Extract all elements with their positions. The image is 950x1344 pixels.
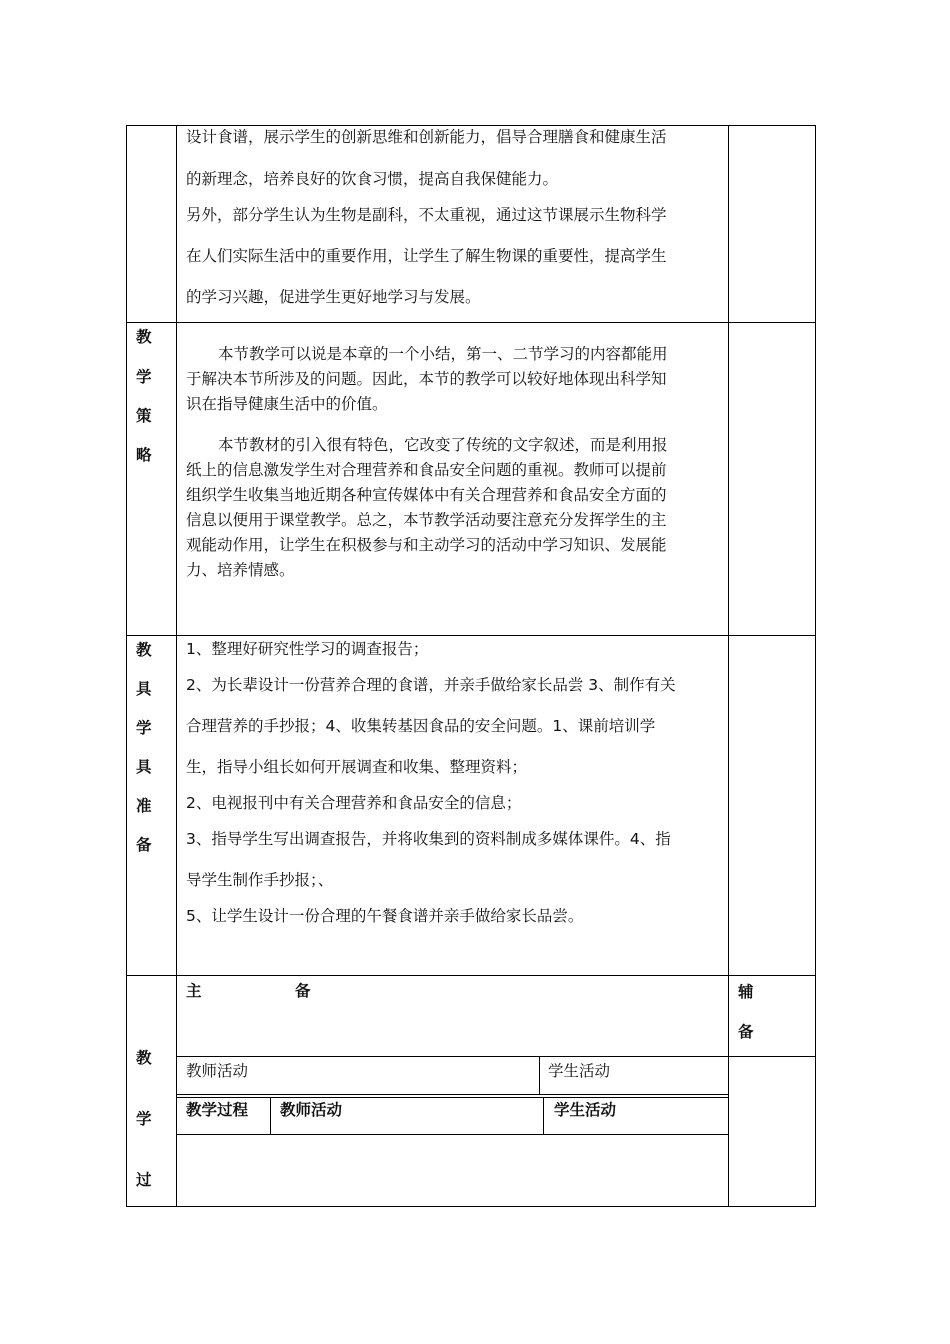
list-item: 5、让学生设计一份合理的午餐食谱并亲手做给家长品尝。 — [186, 907, 584, 925]
paragraph-line: 识在指导健康生活中的价值。 — [186, 395, 388, 413]
label-char: 学 — [136, 368, 152, 386]
list-item: 2、为长辈设计一份营养合理的食谱，并亲手做给家长品尝 3、制作有关 — [186, 676, 676, 694]
label-char: 策 — [136, 407, 152, 425]
row-divider-1 — [126, 322, 816, 323]
right-column-divider-lower — [728, 1056, 729, 1207]
inner-header-process: 教学过程 — [186, 1101, 249, 1119]
list-item: 1、整理好研究性学习的调查报告； — [186, 640, 429, 658]
inner-table-col-2 — [543, 1097, 544, 1135]
list-item: 导学生制作手抄报；、 — [186, 871, 334, 889]
list-item: 合理营养的手抄报；4、收集转基因食品的安全问题。1、课前培训学 — [186, 717, 656, 735]
inner-table-top — [176, 1097, 729, 1098]
process-activity-divider — [539, 1056, 540, 1095]
label-char: 教 — [136, 1049, 152, 1067]
label-char: 略 — [136, 446, 152, 464]
label-char: 具 — [136, 758, 152, 776]
paragraph-line: 的学习兴趣，促进学生更好地学习与发展。 — [186, 288, 481, 306]
table-border-right — [815, 125, 816, 1207]
paragraph-line: 在人们实际生活中的重要作用，让学生了解生物课的重要性，提高学生 — [186, 247, 667, 265]
inner-header-student: 学生活动 — [554, 1101, 617, 1119]
paragraph-line: 观能动作用，让学生在积极参与和主动学习的活动中学习知识、发展能 — [186, 536, 667, 554]
list-item: 生，指导小组长如何开展调查和收集、整理资料； — [186, 758, 528, 776]
label-char: 学 — [136, 1110, 152, 1128]
right-column-divider-upper — [728, 125, 729, 1056]
process-divider-1 — [176, 1056, 816, 1057]
main-prep-label-1: 主 — [186, 982, 202, 1000]
paragraph-line: 设计食谱，展示学生的创新思维和创新能力，倡导合理膳食和健康生活 — [186, 128, 667, 146]
row-divider-2 — [126, 635, 816, 636]
student-activity-label: 学生活动 — [548, 1062, 611, 1080]
paragraph-line: 本节教学可以说是本章的一个小结，第一、二节学习的内容都能用 — [218, 345, 668, 363]
table-border-bottom — [126, 1206, 816, 1207]
aux-prep-label-1: 辅 — [738, 983, 754, 1001]
table-border-top — [126, 125, 816, 126]
label-char: 教 — [136, 328, 152, 346]
aux-prep-label-2: 备 — [738, 1023, 754, 1041]
row-divider-3 — [126, 975, 816, 976]
label-char: 准 — [136, 797, 152, 815]
main-prep-label-2: 备 — [295, 982, 311, 1000]
list-item: 2、电视报刊中有关合理营养和食品安全的信息； — [186, 794, 522, 812]
inner-table-col-1 — [270, 1097, 271, 1135]
label-char: 教 — [136, 641, 152, 659]
paragraph-line: 信息以便用于课堂教学。总之，本节教学活动要注意充分发挥学生的主 — [186, 511, 667, 529]
paragraph-line: 力、培养情感。 — [186, 561, 295, 579]
paragraph-line: 本节教材的引入很有特色，它改变了传统的文字叙述，而是利用报 — [218, 436, 668, 454]
label-char: 备 — [136, 836, 152, 854]
label-char: 具 — [136, 680, 152, 698]
paragraph-line: 的新理念，培养良好的饮食习惯，提高自我保健能力。 — [186, 170, 559, 188]
paragraph-line: 组织学生收集当地近期各种宣传媒体中有关合理营养和食品安全方面的 — [186, 486, 667, 504]
label-char: 学 — [136, 719, 152, 737]
table-border-left — [126, 125, 127, 1207]
paragraph-line: 于解决本节所涉及的问题。因此，本节的教学可以较好地体现出科学知 — [186, 370, 667, 388]
process-divider-2 — [176, 1094, 729, 1095]
inner-table-bottom — [176, 1134, 729, 1135]
label-char: 过 — [136, 1171, 152, 1189]
teacher-activity-label: 教师活动 — [186, 1062, 249, 1080]
label-column-divider — [176, 125, 177, 1207]
paragraph-line: 另外，部分学生认为生物是副科，不太重视，通过这节课展示生物科学 — [186, 206, 667, 224]
inner-header-teacher: 教师活动 — [280, 1101, 343, 1119]
paragraph-line: 纸上的信息激发学生对合理营养和食品安全问题的重视。教师可以提前 — [186, 461, 667, 479]
list-item: 3、指导学生写出调查报告，并将收集到的资料制成多媒体课件。4、指 — [186, 830, 671, 848]
